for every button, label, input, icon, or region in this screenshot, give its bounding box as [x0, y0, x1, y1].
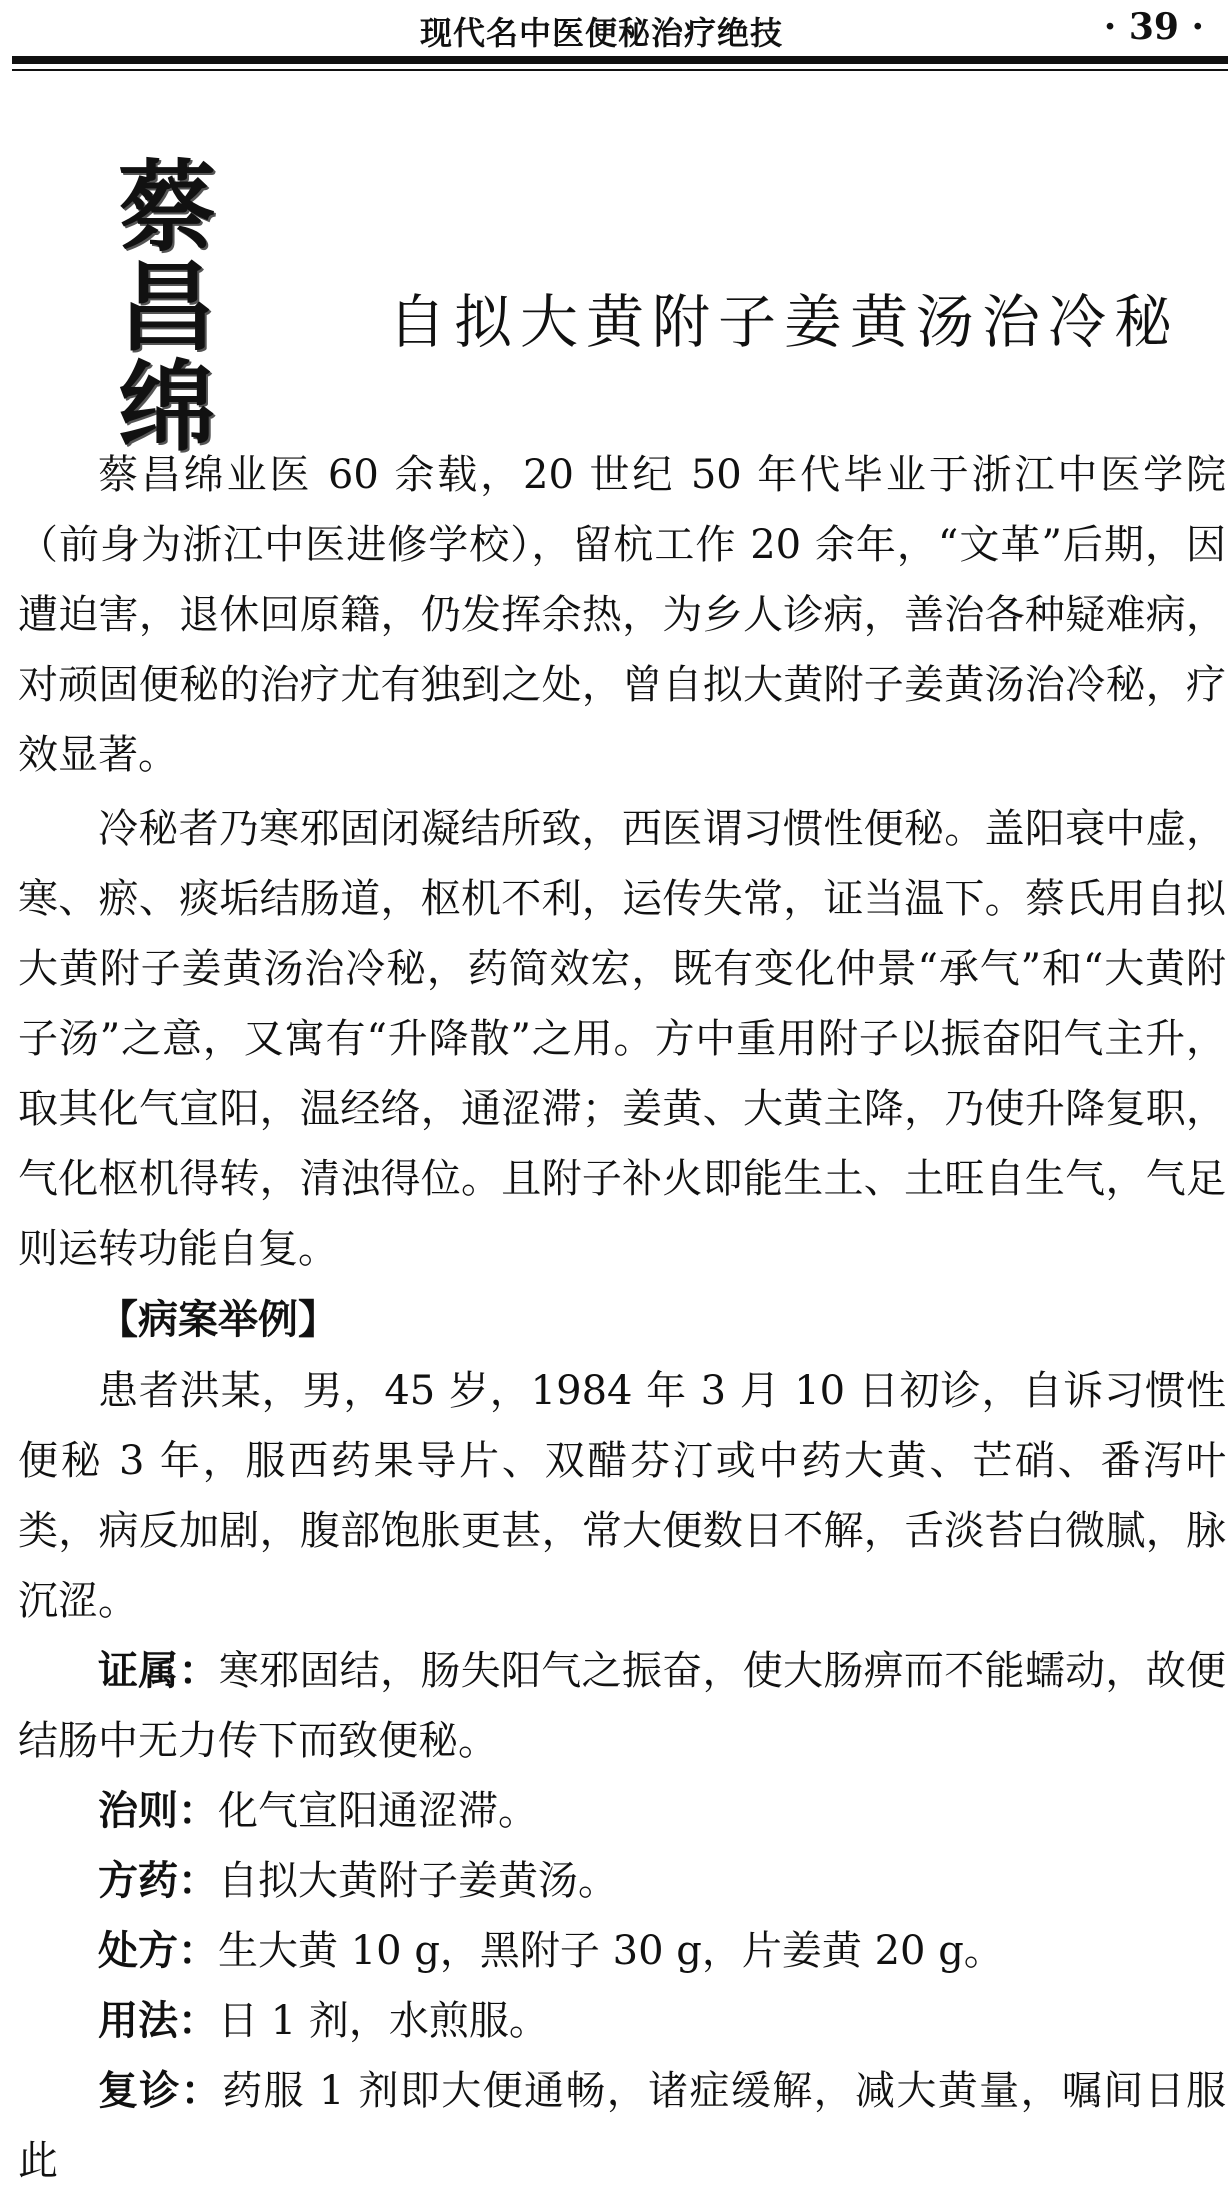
header-rule-thick [12, 56, 1228, 64]
item-text: 日 1 剂，水煎服。 [218, 1998, 549, 2044]
author-char: 绵 [117, 351, 216, 465]
author-name-vertical [108, 151, 226, 465]
article-body [18, 440, 1226, 2196]
item-label: 处方： [98, 1928, 218, 1974]
case-heading: 【病案举例】 [98, 1297, 338, 1343]
item-label: 证属： [98, 1648, 219, 1694]
item-text: 生大黄 10 g，黑附子 30 g，片姜黄 20 g。 [218, 1928, 1004, 1974]
case-paragraph: 患者洪某，男，45 岁，1984 年 3 月 10 日初诊，自诉习惯性便秘 3 年，服西药果导片、双醋芬汀或中药大黄、芒硝、番泻叶类，病反加剧，腹部饱胀更甚，常大便数日不解，舌淡苔白微腻，脉沉涩。 [18, 1368, 1226, 1624]
item-label: 方药： [98, 1858, 218, 1904]
followup-item [18, 2056, 1226, 2196]
item-text: 自拟大黄附子姜黄汤。 [218, 1858, 618, 1904]
item-text: 药服 1 剂即大便通畅，诸症缓解，减大黄量，嘱间日服此 [18, 2068, 1226, 2184]
item-label: 治则： [98, 1788, 218, 1834]
page-number: · 39 · [1103, 6, 1204, 48]
header-rule-thin [12, 69, 1228, 71]
diagnosis-item [18, 1636, 1226, 1776]
item-text: 化气宣阳通涩滞。 [218, 1788, 538, 1834]
item-label: 复诊： [98, 2068, 223, 2114]
book-title: 现代名中医便秘治疗绝技 [420, 14, 784, 52]
intro-paragraph: 蔡昌绵业医 60 余载，20 世纪 50 年代毕业于浙江中医学院（前身为浙江中医进修学校），留杭工作 20 余年，“文革”后期，因遭迫害，退休回原籍，仍发挥余热，为乡人诊病，善治各种疑难病，对顽固便秘的治疗尤有独到之处，曾自拟大黄附子姜黄汤治冷秘，疗效显著。 [18, 452, 1226, 778]
running-header [12, 0, 1228, 58]
usage-item [18, 1986, 1226, 2056]
article-title: 自拟大黄附子姜黄汤治冷秘 [388, 287, 1181, 356]
treatment-principle-item [18, 1776, 1226, 1846]
author-char: 昌 [117, 251, 216, 365]
item-label: 用法： [98, 1998, 218, 2044]
item-text: 寒邪固结，肠失阳气之振奋，使大肠痹而不能蠕动，故便结肠中无力传下而致便秘。 [18, 1648, 1227, 1764]
prescription-item [18, 1916, 1226, 1986]
formula-item [18, 1846, 1226, 1916]
author-char: 蔡 [117, 151, 216, 265]
theory-paragraph: 冷秘者乃寒邪固闭凝结所致，西医谓习惯性便秘。盖阳衰中虚，寒、瘀、痰垢结肠道，枢机不利，运传失常，证当温下。蔡氏用自拟大黄附子姜黄汤治冷秘，药简效宏，既有变化仲景“承气”和“大黄附子汤”之意，又寓有“升降散”之用。方中重用附子以振奋阳气主升，取其化气宣阳，温经络，通涩滞；姜黄、大黄主降，乃使升降复职，气化枢机得转，清浊得位。且附子补火即能生土、土旺自生气，气足则运转功能自复。 [18, 806, 1226, 1272]
